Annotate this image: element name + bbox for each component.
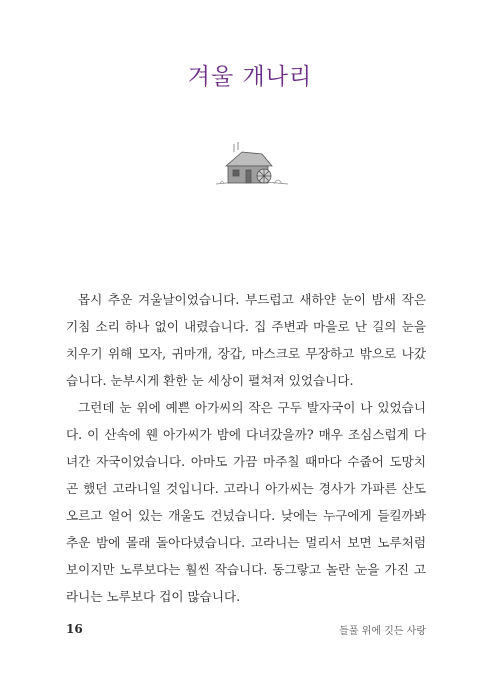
page-footer — [66, 622, 426, 642]
paragraph-1: 몹시 추운 겨울날이었습니다. 부드럽고 새하얀 눈이 밤새 작은 기침 소리 하나 없이 내렸습니다. 집 주변과 마을로 난 길의 눈을 치우기 위해 모자, 귀마개, 장갑, 마스크로 무장하고 밖으로 나갔습니다. 눈부시게 환한 눈 세상이 펼쳐져 있었습니다. — [66, 292, 426, 388]
running-title: 들풀 위에 깃든 사랑 — [339, 626, 426, 637]
page-number: 16 — [66, 622, 83, 636]
cottage-illustration — [212, 140, 290, 188]
paragraph-2: 그런데 눈 위에 예쁜 아가씨의 작은 구두 발자국이 나 있었습니다. 이 산속에 웬 아가씨가 밤에 다녀갔을까? 매우 조심스럽게 다녀간 자국이었습니다. 아마도 가끔 마주칠 때마다 수줍어 도망치곤 했던 고라니일 것입니다. 고라니 아가씨는 경사가 가파른 산도 오르고 얼어 있는 개울도 건넜습니다. 낮에는 누구에게 들킬까봐 추운 밤에 몰래 돌아다녔습니다. 고라니는 멀리서 보면 노루처럼 보이지만 노루보다는 훨씬 작습니다. 동그랗고 놀란 눈을 가진 고라니는 노루보다 겁이 많습니다. — [66, 400, 426, 604]
story-body — [66, 286, 426, 610]
chapter-title: 겨울 개나리 — [187, 64, 313, 90]
